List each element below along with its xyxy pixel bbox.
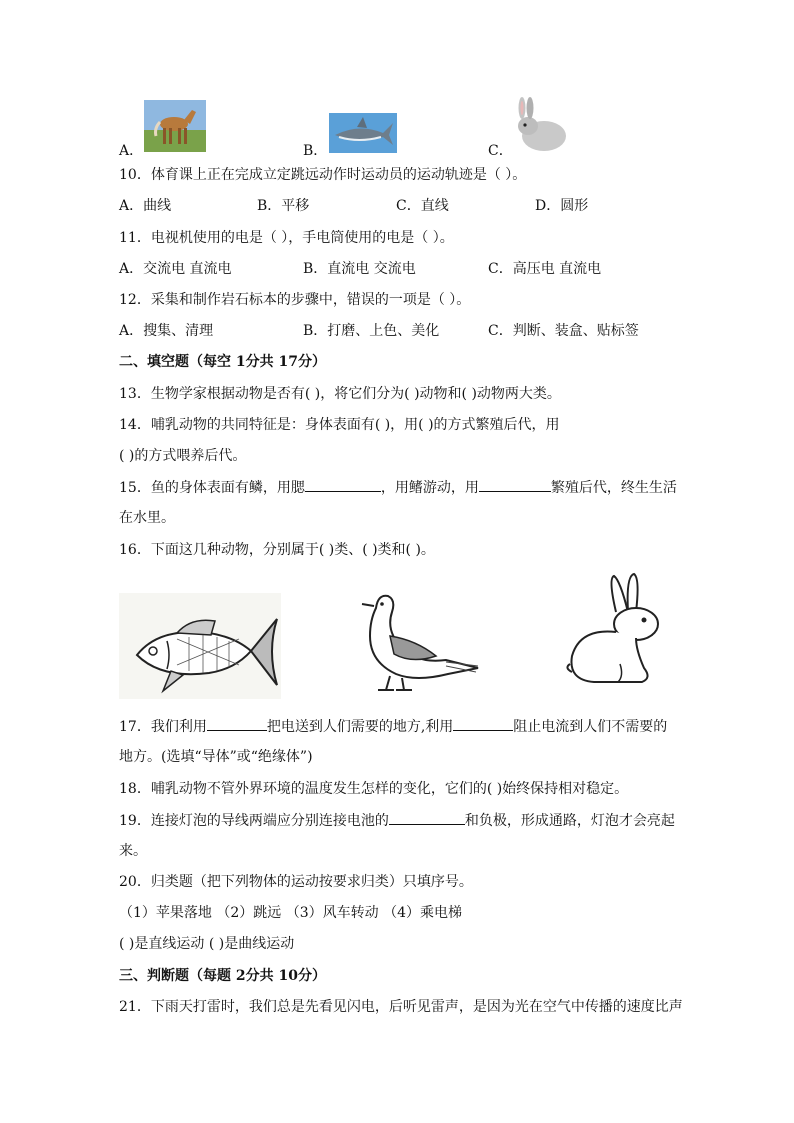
- q17-part1: 17．我们利用: [119, 719, 207, 735]
- section-fill-in-title: 二、填空题（每空 1分共 17分）: [119, 354, 326, 370]
- q17-text-line2: 地方。(选填“导体”或“绝缘体”): [119, 749, 313, 765]
- q13-text: 13．生物学家根据动物是否有( )，将它们分为( )动物和( )动物两大类。: [119, 386, 561, 402]
- q12-option-a: A．搜集、清理: [119, 323, 214, 339]
- q10-option-d: D．圆形: [535, 198, 589, 214]
- q15-text-line1: [119, 477, 677, 498]
- q15-blank-1[interactable]: [305, 477, 381, 492]
- q19-part2: 和负极，形成通路，灯泡才会亮起: [464, 813, 675, 829]
- q11-text: 11．电视机使用的电是（ ），手电筒使用的电是（ ）。: [119, 230, 454, 246]
- q15-part3: 繁殖后代，终生生活: [550, 480, 677, 496]
- q19-text-line2: 来。: [119, 843, 147, 859]
- shark-photo-icon: [329, 113, 397, 153]
- q15-blank-2[interactable]: [479, 477, 551, 492]
- q12-option-c: C．判断、装盒、贴标签: [488, 323, 639, 339]
- horse-photo-icon: [144, 100, 206, 152]
- q17-part3: 阻止电流到人们不需要的: [513, 719, 668, 735]
- q17-text-line1: [119, 716, 667, 737]
- q19-blank[interactable]: [389, 810, 465, 825]
- q15-text-line2: 在水里。: [119, 510, 175, 526]
- rabbit-photo-icon: [512, 96, 570, 154]
- q10-text: 10．体育课上正在完成立定跳远动作时运动员的运动轨迹是（ ）。: [119, 167, 527, 183]
- q12-option-b: B．打磨、上色、美化: [303, 323, 440, 339]
- q10-option-b: B．平移: [257, 198, 310, 214]
- q17-blank-1[interactable]: [207, 716, 267, 731]
- q15-part1: 15．鱼的身体表面有鳞，用腮: [119, 480, 305, 496]
- q10-option-c: C．直线: [396, 198, 449, 214]
- q14-text-line1: 14．哺乳动物的共同特征是：身体表面有( )，用( )的方式繁殖后代，用: [119, 417, 560, 433]
- q10-option-a: A．曲线: [119, 198, 172, 214]
- q9-option-c: C．: [488, 143, 513, 159]
- pigeon-drawing-icon: [356, 590, 480, 696]
- q12-text: 12．采集和制作岩石标本的步骤中，错误的一项是（ ）。: [119, 292, 471, 308]
- q21-text: 21．下雨天打雷时，我们总是先看见闪电，后听见雷声，是因为光在空气中传播的速度比声: [119, 999, 683, 1015]
- q9-option-b: B．: [303, 143, 328, 159]
- q11-option-b: B．直流电 交流电: [303, 261, 416, 277]
- fish-drawing-icon: [119, 593, 281, 699]
- q16-text: 16．下面这几种动物，分别属于( )类、( )类和( )。: [119, 542, 435, 558]
- q15-part2: ，用鳍游动，用: [380, 480, 479, 496]
- q20-items: （1）苹果落地 （2）跳远 （3）风车转动 （4）乘电梯: [119, 905, 462, 921]
- q14-text-line2: ( )的方式喂养后代。: [119, 448, 247, 464]
- q11-option-a: A．交流电 直流电: [119, 261, 232, 277]
- q19-part1: 19．连接灯泡的导线两端应分别连接电池的: [119, 813, 389, 829]
- rabbit-drawing-icon: [564, 572, 668, 688]
- q17-blank-2[interactable]: [453, 716, 513, 731]
- q17-part2: 把电送到人们需要的地方,利用: [266, 719, 454, 735]
- q20-text: 20．归类题（把下列物体的运动按要求归类）只填序号。: [119, 874, 473, 890]
- q20-answer-blanks: ( )是直线运动 ( )是曲线运动: [119, 936, 295, 952]
- q18-text: 18．哺乳动物不管外界环境的温度发生怎样的变化，它们的( )始终保持相对稳定。: [119, 781, 629, 797]
- section-true-false-title: 三、判断题（每题 2分共 10分）: [119, 968, 326, 984]
- q19-text-line1: [119, 810, 675, 831]
- q11-option-c: C．高压电 直流电: [488, 261, 602, 277]
- q9-option-a: A．: [119, 143, 144, 159]
